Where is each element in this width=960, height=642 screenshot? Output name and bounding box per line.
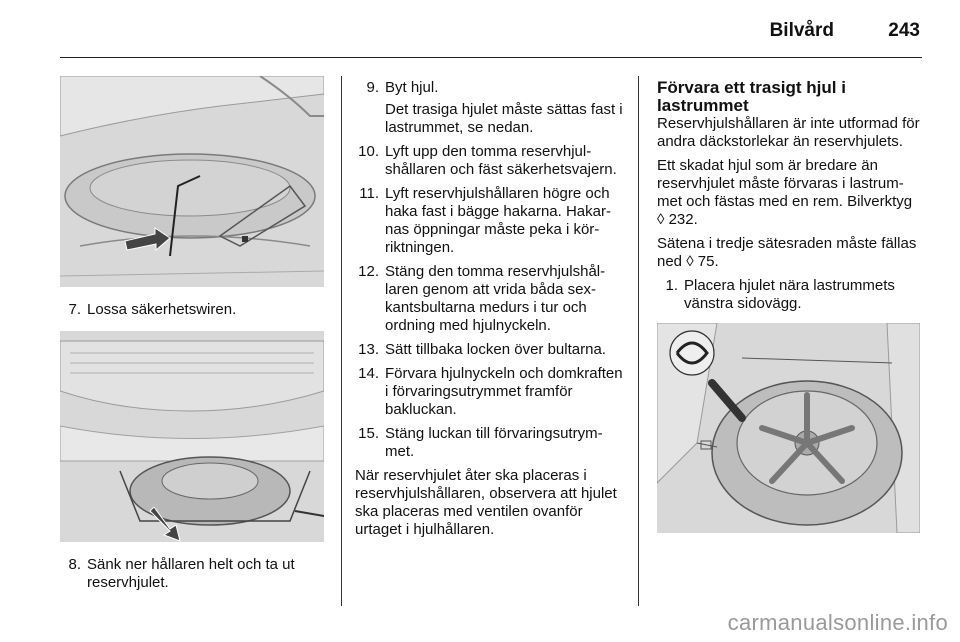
paragraph-2: Ett skadat hjul som är bredare än reservhjulet måste förvaras i lastrummet och fästas med en rem. Bilverktyg ◊ 232. [657, 157, 913, 228]
page-number: 243 [888, 20, 920, 41]
step-text: Placera hjulet nära lastrummets vänstra sidovägg. [684, 277, 895, 312]
left-column [60, 76, 324, 592]
step-1 [657, 277, 922, 313]
step-14 [355, 365, 623, 419]
illustration-safety-wire [60, 76, 324, 287]
step-10 [355, 143, 623, 179]
step-number: 14. [358, 365, 379, 382]
paragraph-1: Reservhjulshållaren är inte utformad för andra däckstorlekar än reservhjulets. [657, 115, 920, 150]
step-number: 8. [68, 556, 81, 573]
step-text: Förvara hjulnyckeln och domkraften i förvaringsutrymmet framför bakluckan. [385, 365, 623, 418]
step-12 [355, 263, 623, 335]
section-heading: Förvara ett trasigt hjul i lastrummet [657, 78, 846, 115]
page-header [60, 0, 922, 58]
safety-wire-drawing [60, 76, 324, 287]
step-number: 7. [68, 301, 81, 318]
step-number: 11. [359, 185, 379, 202]
step-text: Sätt tillbaka locken över bultarna. [385, 341, 606, 358]
paragraph-3: Sätena i tredje sätesraden måste fällas ned ◊ 75. [657, 235, 917, 270]
wheel-in-cargo-drawing [657, 323, 920, 533]
illustration-wheel-in-cargo [657, 323, 920, 533]
step-text: Sänk ner hållaren helt och ta ut reservhjulet. [87, 556, 295, 591]
step-text: Stäng den tomma reservhjulshållaren genom att vrida båda sexkantsbultarna medurs i tur och ordning med hjulnyckeln. [385, 263, 606, 334]
step-9 [355, 79, 623, 97]
step-number: 12. [358, 263, 379, 280]
section-title: Bilvård [769, 20, 834, 41]
step-text: Lossa säkerhetswiren. [87, 301, 237, 318]
step-number: 13. [358, 341, 379, 358]
step-13 [355, 341, 623, 359]
step-number: 9. [366, 79, 379, 96]
spare-wheel-note: När reservhjulet åter ska placeras i reservhjulshållaren, observera att hjulet ska placeras med ventilen ovanför urtaget i hjulhållaren. [355, 467, 617, 538]
step-text: Lyft reservhjulshållaren högre och haka fast i bägge hakarna. Hakarnas öppningar måste peka i körriktningen. [385, 185, 611, 256]
step-9-note: Det trasiga hjulet måste sättas fast i lastrummet, se nedan. [385, 101, 623, 136]
illustration-lower-holder [60, 331, 324, 542]
lower-holder-drawing [60, 331, 324, 542]
step-11 [355, 185, 623, 257]
right-column [657, 79, 922, 533]
step-text: Stäng luckan till förvaringsutrymmet. [385, 425, 603, 460]
middle-column [355, 79, 623, 539]
step-8 [60, 556, 324, 592]
step-text: Byt hjul. [385, 79, 439, 96]
watermark: carmanualsonline.info [727, 610, 948, 635]
step-number: 10. [358, 143, 379, 160]
column-divider-left [341, 76, 342, 606]
column-divider-right [638, 76, 639, 606]
step-7 [60, 301, 324, 319]
step-number: 1. [665, 277, 678, 294]
step-number: 15. [358, 425, 379, 442]
step-15 [355, 425, 623, 461]
step-text: Lyft upp den tomma reservhjulshållaren och fäst säkerhetsvajern. [385, 143, 617, 178]
